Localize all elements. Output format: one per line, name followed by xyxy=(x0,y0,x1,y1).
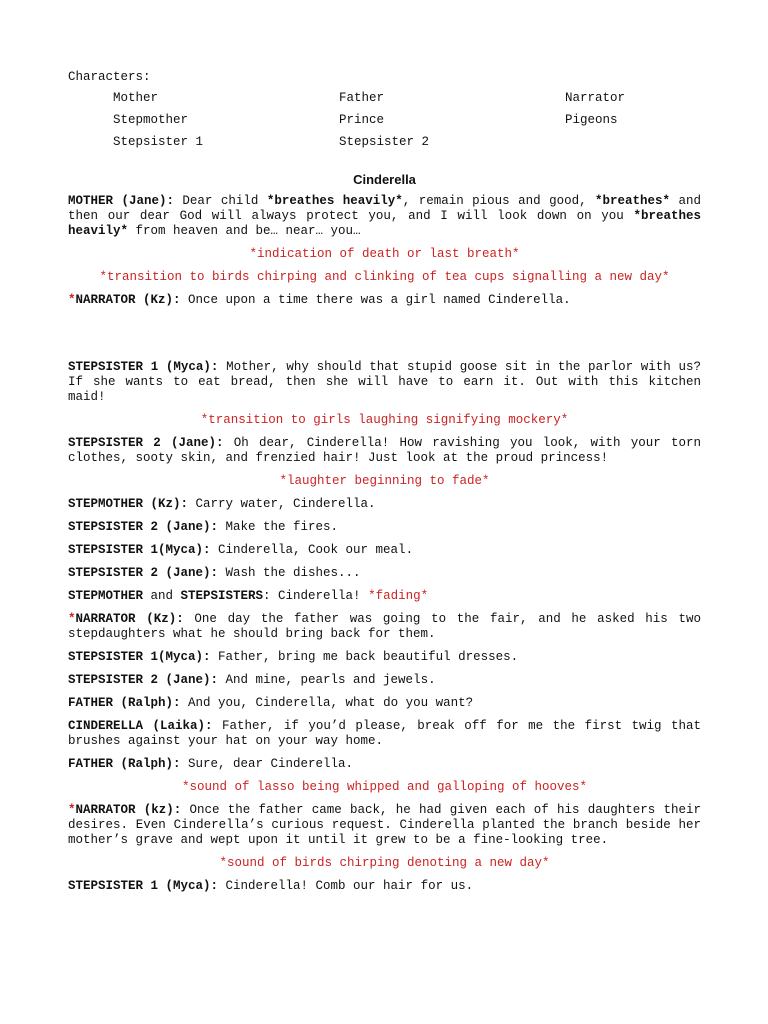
speaker-name: FATHER (Ralph): xyxy=(68,696,181,710)
dialogue-text: Sure, dear Cinderella. xyxy=(180,757,354,771)
speaker-name: STEPSISTER 1 (Myca): xyxy=(68,360,219,374)
dialogue-line xyxy=(68,757,701,772)
bold-text: STEPSISTERS xyxy=(180,589,264,603)
dialogue-line xyxy=(68,194,701,239)
dialogue-line xyxy=(68,436,701,466)
narrator-marker: * xyxy=(68,803,76,817)
dialogue-text: Cinderella! Comb our hair for us. xyxy=(218,879,474,893)
speaker-name: STEPSISTER 2 (Jane): xyxy=(68,673,219,687)
dialogue-line xyxy=(68,696,701,711)
dialogue-line xyxy=(68,543,701,558)
dialogue-text: : Cinderella! xyxy=(263,589,369,603)
inline-direction: *fading* xyxy=(368,589,429,603)
stage-direction: *laughter beginning to fade* xyxy=(279,474,490,488)
dialogue-text: One day the father was going to the fair, and he asked his two stepdaughters what he should bring back for them. xyxy=(68,612,701,641)
dialogue-text: from heaven and be… near… you… xyxy=(128,224,361,238)
dialogue-text: And mine, pearls and jewels. xyxy=(218,673,436,687)
speaker-name: MOTHER (Jane): xyxy=(68,194,174,208)
speaker-name: NARRATOR (Kz): xyxy=(75,293,181,307)
dialogue-text: Oh dear, Cinderella! How ravishing you look, with your torn clothes, sooty skin, and frenzied hair! Just look at the proud princess! xyxy=(68,436,701,465)
stage-direction: *indication of death or last breath* xyxy=(249,247,520,261)
dialogue-text: Mother, why should that stupid goose sit in the parlor with us? If she wants to eat bread, then she will have to earn it. Out with this kitchen maid! xyxy=(68,360,701,404)
dialogue-line xyxy=(68,673,701,688)
script-page xyxy=(68,70,701,902)
stage-direction: *sound of birds chirping denoting a new day* xyxy=(219,856,550,870)
speaker-name: STEPMOTHER (Kz): xyxy=(68,497,189,511)
narrator-marker: * xyxy=(68,293,76,307)
dialogue-text: Carry water, Cinderella. xyxy=(188,497,376,511)
character-name: Pigeons xyxy=(565,113,618,127)
script-body xyxy=(68,194,701,894)
dialogue-text: and xyxy=(143,589,181,603)
speaker-name: NARRATOR (Kz): xyxy=(75,612,184,626)
dialogue-line xyxy=(68,803,701,848)
character-name: Narrator xyxy=(565,91,626,105)
dialogue-text: Cinderella, Cook our meal. xyxy=(210,543,414,557)
character-name: Stepsister 2 xyxy=(339,135,430,149)
bold-text: *breathes* xyxy=(595,194,671,208)
characters-list xyxy=(68,91,701,150)
dialogue-text: Dear child xyxy=(173,194,267,208)
speaker-name: STEPSISTER 2 (Jane): xyxy=(68,566,219,580)
dialogue-line xyxy=(68,566,701,581)
dialogue-line xyxy=(68,650,701,665)
narrator-marker: * xyxy=(68,612,76,626)
scene-gap xyxy=(68,316,701,360)
character-name: Father xyxy=(339,91,385,105)
character-name: Stepmother xyxy=(113,113,189,127)
dialogue-text: Make the fires. xyxy=(218,520,339,534)
character-name: Stepsister 1 xyxy=(113,135,204,149)
speaker-name: STEPSISTER 2 (Jane): xyxy=(68,436,224,450)
dialogue-text: Wash the dishes... xyxy=(218,566,361,580)
speaker-name: STEPMOTHER xyxy=(68,589,144,603)
bold-text: *breathes heavily* xyxy=(68,209,701,238)
dialogue-text: , remain pious and good, xyxy=(402,194,596,208)
speaker-name: NARRATOR (kz): xyxy=(75,803,182,817)
dialogue-line xyxy=(68,497,701,512)
stage-direction: *transition to girls laughing signifying mockery* xyxy=(200,413,569,427)
characters-heading: Characters: xyxy=(68,70,151,84)
speaker-name: STEPSISTER 2 (Jane): xyxy=(68,520,219,534)
dialogue-text: Once the father came back, he had given each of his daughters their desires. Even Cinderella’s curious request. Cinderella planted the branch beside her mother’s grave and wept upon it until it grew to be a fine-looking tree. xyxy=(68,803,701,847)
dialogue-text: Father, bring me back beautiful dresses. xyxy=(210,650,519,664)
dialogue-line xyxy=(68,589,701,604)
character-name: Mother xyxy=(113,91,159,105)
dialogue-text: Once upon a time there was a girl named Cinderella. xyxy=(180,293,571,307)
speaker-name: STEPSISTER 1 (Myca): xyxy=(68,879,219,893)
dialogue-line xyxy=(68,879,701,894)
bold-text: *breathes heavily* xyxy=(266,194,403,208)
dialogue-text: and then our dear God will always protect you, and I will look down on you xyxy=(68,194,701,223)
dialogue-line xyxy=(68,719,701,749)
speaker-name: CINDERELLA (Laika): xyxy=(68,719,213,733)
dialogue-line xyxy=(68,520,701,535)
speaker-name: STEPSISTER 1(Myca): xyxy=(68,650,211,664)
dialogue-text: And you, Cinderella, what do you want? xyxy=(180,696,474,710)
stage-direction: *transition to birds chirping and clinking of tea cups signalling a new day* xyxy=(99,270,670,284)
dialogue-line xyxy=(68,360,701,405)
speaker-name: STEPSISTER 1(Myca): xyxy=(68,543,211,557)
dialogue-line xyxy=(68,293,701,308)
dialogue-text: Father, if you’d please, break off for me the first twig that brushes against your hat on your way home. xyxy=(68,719,701,748)
stage-direction: *sound of lasso being whipped and galloping of hooves* xyxy=(181,780,588,794)
character-name: Prince xyxy=(339,113,385,127)
speaker-name: FATHER (Ralph): xyxy=(68,757,181,771)
play-title: Cinderella xyxy=(353,172,416,187)
dialogue-line xyxy=(68,612,701,642)
